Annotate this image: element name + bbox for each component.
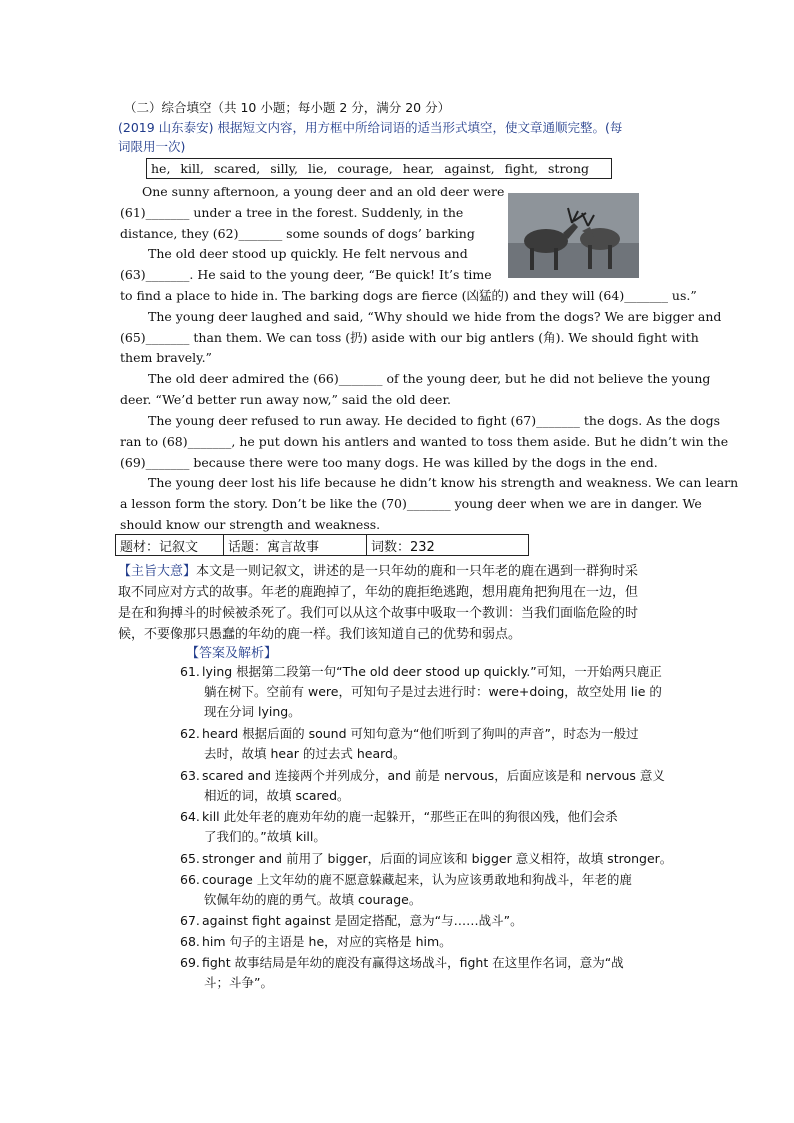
answer-item: 69. fight 故事结局是年幼的鹿没有赢得这场战斗，fight 在这里作名词，意为“战 斗；斗争”。: [180, 955, 624, 990]
passage-line: (65)_______ than them. We can toss (扔) aside with our big antlers (角). We should fight with: [120, 330, 699, 345]
meta-theme: 题材：记叙文: [116, 535, 224, 555]
passage-line: a lesson form the story. Don’t be like the (70)_______ young deer when we are in danger. We: [120, 496, 702, 511]
passage-line: distance, they (62)_______ some sounds of dogs’ barking: [120, 226, 475, 241]
answer-item: 65. stronger and 前用了 bigger，后面的词应该和 bigger 意义相符，故填 stronger。: [180, 851, 673, 866]
word-bank-item: scared,: [213, 161, 261, 176]
answer-item: 61. lying 根据第二段第一句“The old deer stood up quickly.”可知，一开始两只鹿正 躺在树下。空前有 were，可知句子是过去进行时：were+doing，故空处用 lie 的 现在分词 lying。: [180, 664, 662, 719]
passage-line: (61)_______ under a tree in the forest. Suddenly, in the: [120, 205, 464, 220]
word-bank-item: strong: [548, 161, 589, 176]
answer-item: 66. courage 上文年幼的鹿不愿意躲藏起来，认为应该勇敢地和狗战斗，年老的鹿 钦佩年幼的鹿的勇气。故填 courage。: [180, 872, 632, 907]
summary-line-1: 【主旨大意】本文是一则记叙文，讲述的是一只年幼的鹿和一只年老的鹿在遇到一群狗时采: [118, 564, 639, 579]
word-bank-item: courage,: [337, 161, 393, 176]
passage-line: One sunny afternoon, a young deer and an old deer were: [142, 184, 505, 199]
word-bank-item: fight,: [504, 161, 538, 176]
summary-line: 候，不要像那只愚蠢的年幼的鹿一样。我们该知道自己的优势和弱点。: [118, 627, 522, 642]
passage-meta-table: [115, 534, 529, 556]
summary-label: 【主旨大意】: [118, 564, 197, 579]
passage-line: deer. “We’d better run away now,” said the old deer.: [120, 392, 452, 407]
meta-topic: 话题：寓言故事: [224, 535, 367, 555]
word-bank-item: he,: [151, 161, 171, 176]
word-bank-item: lie,: [307, 161, 328, 176]
passage-line: The young deer refused to run away. He decided to fight (67)_______ the dogs. As the dogs: [148, 413, 721, 428]
meta-word-count: 词数：232: [371, 539, 435, 555]
word-bank-item: kill,: [180, 161, 204, 176]
passage-line: (63)_______. He said to the young deer, “Be quick! It’s time: [120, 267, 492, 282]
passage-line: to find a place to hide in. The barking dogs are fierce (凶猛的) and they will (64)_______ us.”: [120, 288, 697, 303]
passage-line: The old deer admired the (66)_______ of the young deer, but he did not believe the young: [148, 371, 711, 386]
answer-item: 64. kill 此处年老的鹿劝年幼的鹿一起躲开，“那些正在叫的狗很凶残，他们会杀 了我们的。”故填 kill。: [180, 809, 618, 844]
answer-item: 67. against fight against 是固定搭配，意为“与……战斗”。: [180, 913, 523, 928]
section-title: （二）综合填空（共 10 小题；每小题 2 分，满分 20 分）: [124, 100, 451, 115]
summary-line: 取不同应对方式的故事。年老的鹿跑掉了，年幼的鹿拒绝逃跑，想用鹿角把狗甩在一边，但: [118, 585, 639, 600]
passage-line: The young deer lost his life because he didn’t know his strength and weakness. We can learn: [148, 475, 739, 490]
answer-item: 68. him 句子的主语是 he，对应的宾格是 him。: [180, 934, 452, 949]
summary-block: [118, 561, 678, 645]
passage-line: ran to (68)_______, he put down his antlers and wanted to toss them aside. But he didn’t win the: [120, 434, 729, 449]
answers-title: 【答案及解析】: [186, 646, 278, 661]
deer-photo: [508, 193, 639, 278]
instruction-line-1: (2019 山东泰安) 根据短文内容，用方框中所给词语的适当形式填空，使文章通顺完整。(每: [118, 120, 623, 135]
answer-item: 63. scared and 连接两个并列成分，and 前是 nervous，后面应该是和 nervous 意义 相近的词，故填 scared。: [180, 768, 665, 803]
passage-line: The old deer stood up quickly. He felt nervous and: [148, 246, 468, 261]
word-bank-item: hear,: [402, 161, 435, 176]
passage-line: The young deer laughed and said, “Why should we hide from the dogs? We are bigger and: [148, 309, 722, 324]
answer-item: 62. heard 根据后面的 sound 可知句意为“他们听到了狗叫的声音”，时态为一般过 去时，故填 hear 的过去式 heard。: [180, 726, 639, 761]
word-bank: [146, 158, 612, 179]
word-bank-item: silly,: [270, 161, 298, 176]
passage-line: should know our strength and weakness.: [120, 517, 381, 532]
deer-illustration-icon: [508, 193, 639, 278]
word-bank-item: against,: [444, 161, 495, 176]
summary-line: 是在和狗搏斗的时候被杀死了。我们可以从这个故事中吸取一个教训：当我们面临危险的时: [118, 606, 639, 621]
passage-line: (69)_______ because there were too many dogs. He was killed by the dogs in the end.: [120, 455, 658, 470]
passage-line: them bravely.”: [120, 350, 212, 365]
instruction-line-2: 词限用一次): [118, 139, 186, 154]
